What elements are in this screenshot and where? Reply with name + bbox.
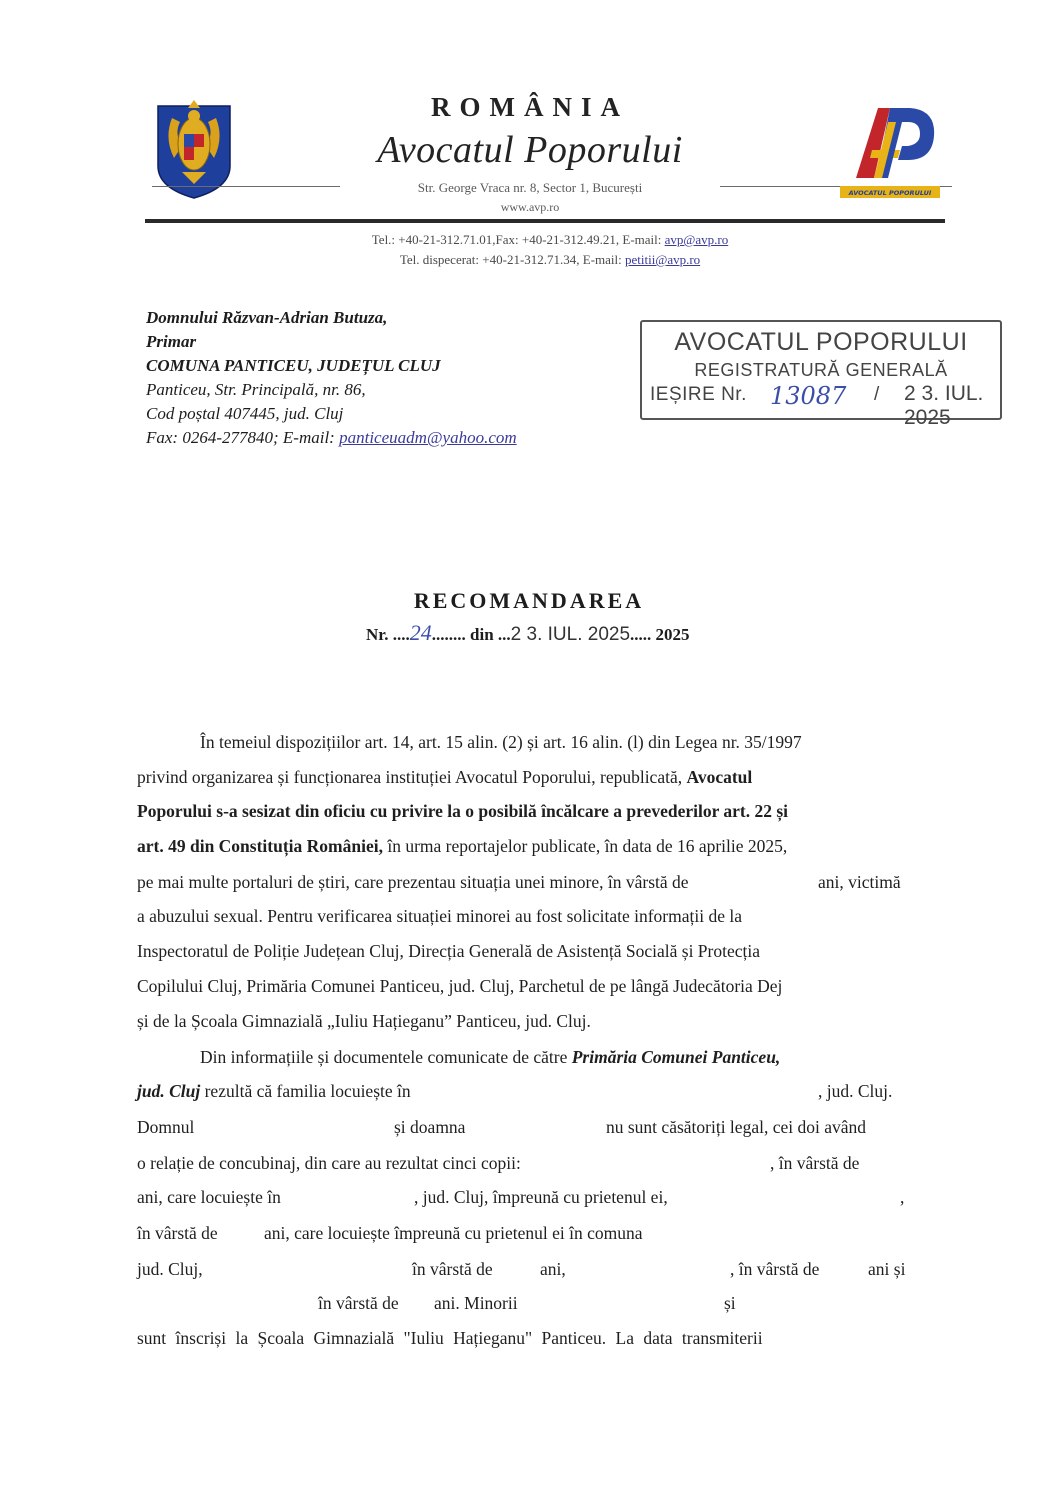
nr-dots-after: ........ xyxy=(431,625,466,644)
registry-stamp xyxy=(640,320,1002,429)
p1-line-9: și de la Școala Gimnazială „Iuliu Hațieganu” Panticeu, jud. Cluj. xyxy=(137,1011,591,1031)
p2-line-5b: , jud. Cluj, împreună cu prietenul ei, xyxy=(414,1187,668,1207)
p2-line-5c: , xyxy=(900,1187,905,1207)
p1-line-5a: pe mai multe portaluri de știri, care prezentau situația unei minore, în vârstă de xyxy=(137,872,689,892)
contact-email-link[interactable]: avp@avp.ro xyxy=(664,232,729,247)
stamp-registry: REGISTRATURĂ GENERALĂ xyxy=(694,360,948,380)
p1-line-4-text: în urma reportajelor publicate, în data de 16 aprilie 2025, xyxy=(382,836,788,856)
p2-line-3c: nu sunt căsătoriți legal, cei doi având xyxy=(606,1117,866,1137)
contact-phones: Tel.: +40-21-312.71.01,Fax: +40-21-312.49.21, E-mail: xyxy=(371,232,665,247)
p1-line-3: Poporului s-a sesizat din oficiu cu privire la o posibilă încălcare a prevederilor art. 22 și xyxy=(137,801,789,821)
p1-line-8: Copilului Cluj, Primăria Comunei Panticeu, jud. Cluj, Parchetul de pe lângă Judecătoria Dej xyxy=(137,976,783,996)
p2-line-7d: , în vârstă de xyxy=(730,1259,820,1279)
p1-line-5b: ani, victimă xyxy=(818,872,901,892)
petitions-email-link[interactable]: petitii@avp.ro xyxy=(625,252,701,267)
recipient-postal: Cod poștal 407445, jud. Cluj xyxy=(146,404,344,423)
p2-line-7c: ani, xyxy=(540,1259,566,1279)
p1-line-4-bold: art. 49 din Constituția României, xyxy=(137,836,383,856)
p2-line-8a: în vârstă de xyxy=(318,1293,399,1313)
din-label: din xyxy=(465,625,498,644)
p2-line-4a: o relație de concubinaj, din care au rezultat cinci copii: xyxy=(137,1153,521,1173)
p2-line-3b: și doamna xyxy=(394,1117,466,1137)
document-title: RECOMANDAREA xyxy=(413,588,645,613)
stamp-date: 2 3. IUL. 2025 xyxy=(904,382,984,429)
header-website: www.avp.ro xyxy=(500,200,560,214)
p2-line-2-text: rezultă că familia locuiește în xyxy=(200,1081,411,1101)
nr-handwritten: 24 xyxy=(409,620,432,645)
header-contact-line-1 xyxy=(260,232,840,248)
header-institution-name: Avocatul Poporului xyxy=(377,129,683,171)
p2-line-2-bold: jud. Cluj xyxy=(137,1081,201,1101)
p1-line-6: a abuzului sexual. Pentru verificarea situației minorei au fost solicitate informații de la xyxy=(137,906,742,926)
romania-coat-of-arms-icon xyxy=(152,88,236,200)
nr-label: Nr. xyxy=(366,625,393,644)
recipient-organization: COMUNA PANTICEU, JUDEȚUL CLUJ xyxy=(146,356,441,375)
p2-line-3a: Domnul xyxy=(137,1117,195,1137)
nr-dots-before: .... xyxy=(392,625,410,644)
avp-logo-icon xyxy=(838,98,942,202)
stamp-institution: AVOCATUL POPORULUI xyxy=(674,328,968,356)
header-country: ROMÂNIA xyxy=(431,92,629,122)
p2-line-8c: și xyxy=(724,1293,736,1313)
document-number-line xyxy=(366,620,690,646)
header-contact-line-2 xyxy=(260,252,840,268)
p2-line-6b: ani, care locuiește împreună cu prietenul ei în comuna xyxy=(264,1223,643,1243)
nr-year: 2025 xyxy=(651,625,690,644)
nr-date-stamp: 2 3. IUL. 2025 xyxy=(510,624,631,645)
din-dots: ... xyxy=(497,625,511,644)
header-divider-thick xyxy=(145,219,945,223)
recipient-email-link[interactable]: panticeuadm@yahoo.com xyxy=(339,428,517,447)
p2-line-7a: jud. Cluj, xyxy=(137,1259,203,1279)
p2-line-7b: în vârstă de xyxy=(412,1259,493,1279)
p1-line-2-bold: Avocatul xyxy=(686,767,753,787)
p2-line-4b: , în vârstă de xyxy=(770,1153,860,1173)
stamp-exit-label: IEȘIRE Nr. xyxy=(650,384,747,405)
p1-line-1: În temeiul dispozițiilor art. 14, art. 15 alin. (2) și art. 16 alin. (l) din Legea nr. 35/1997 xyxy=(200,732,802,752)
p2-line-1-text: Din informațiile și documentele comunicate de către xyxy=(200,1047,572,1067)
p2-line-2c: , jud. Cluj. xyxy=(818,1081,893,1101)
p2-line-9: sunt înscriși la Școala Gimnazială "Iuliu Hațieganu" Panticeu. La data transmiterii xyxy=(137,1328,763,1348)
p2-line-7e: ani și xyxy=(868,1259,906,1279)
date-dots: ..... xyxy=(630,625,652,644)
recipient-contact xyxy=(146,428,517,448)
stamp-separator: / xyxy=(874,384,880,405)
p2-line-6a: în vârstă de xyxy=(137,1223,218,1243)
p1-line-2-text: privind organizarea și funcționarea instituției Avocatul Poporului, republicată, xyxy=(137,767,687,787)
p2-line-1-bold: Primăria Comunei Panticeu, xyxy=(571,1047,781,1067)
p1-line-7: Inspectoratul de Poliție Județean Cluj, Direcția Generală de Asistență Socială și Protecția xyxy=(137,941,761,961)
recipient-name: Domnului Răzvan-Adrian Butuza, xyxy=(146,308,388,327)
recipient-street: Panticeu, Str. Principală, nr. 86, xyxy=(146,380,366,399)
header-address: Str. George Vraca nr. 8, Sector 1, București xyxy=(340,180,720,196)
p1-line-2 xyxy=(137,767,752,788)
p2-line-5a: ani, care locuiește în xyxy=(137,1187,281,1207)
recipient-role: Primar xyxy=(146,332,197,351)
p1-line-4 xyxy=(137,836,787,857)
contact-dispatch: Tel. dispecerat: +40-21-312.71.34, E-mail: xyxy=(399,252,626,267)
p2-line-2a xyxy=(137,1081,411,1102)
p2-line-8b: ani. Minorii xyxy=(434,1293,518,1313)
p2-line-1 xyxy=(200,1047,780,1068)
stamp-handwritten-number: 13087 xyxy=(770,382,847,410)
avp-logo-caption: AVOCATUL POPORULUI xyxy=(848,189,932,197)
recipient-fax: Fax: 0264-277840; E-mail: xyxy=(146,428,340,447)
